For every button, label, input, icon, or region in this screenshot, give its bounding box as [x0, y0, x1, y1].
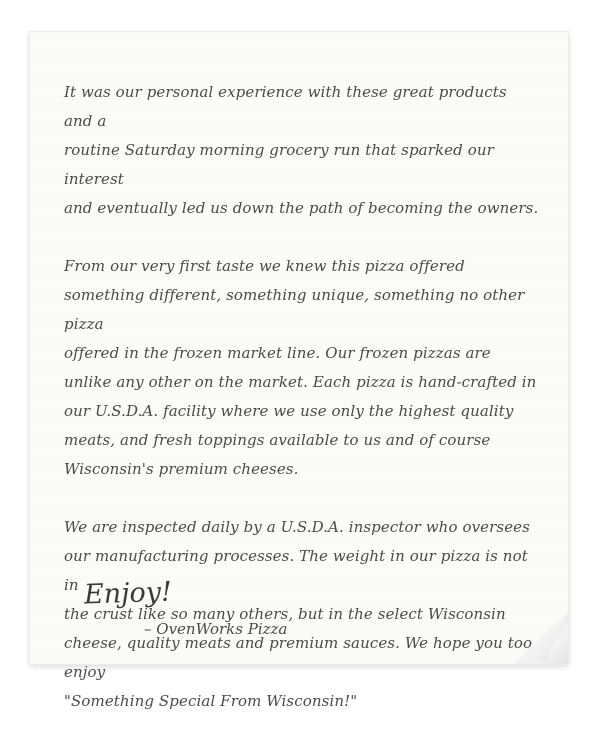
- paragraph-3: We are inspected daily by a U.S.D.A. inspector who oversees our manufacturing processes. The weight in our pizza is not in the crust like so many others, but in the select Wisconsin cheese, quality meats and premium sauces. We hope you too enjoy "Something Special From Wisconsin!": [64, 518, 533, 710]
- paragraph-1: It was our personal experience with these great products and a routine Saturday morning grocery run that sparked our interest and eventually led us down the path of becoming the owners.: [64, 83, 539, 217]
- signature-text: – OvenWorks Pizza: [144, 620, 288, 638]
- letter-body: [64, 78, 540, 745]
- paragraph-2: From our very first taste we knew this pizza offered something different, something unique, something no other pizza offered in the frozen market line. Our frozen pizzas are unlike any other on the market. Each pizza is hand-crafted in our U.S.D.A. facility where we use only the highest quality meats, and fresh toppings available to us and of course Wisconsin's premium cheeses.: [64, 257, 537, 478]
- signoff-text: Enjoy!: [83, 576, 173, 611]
